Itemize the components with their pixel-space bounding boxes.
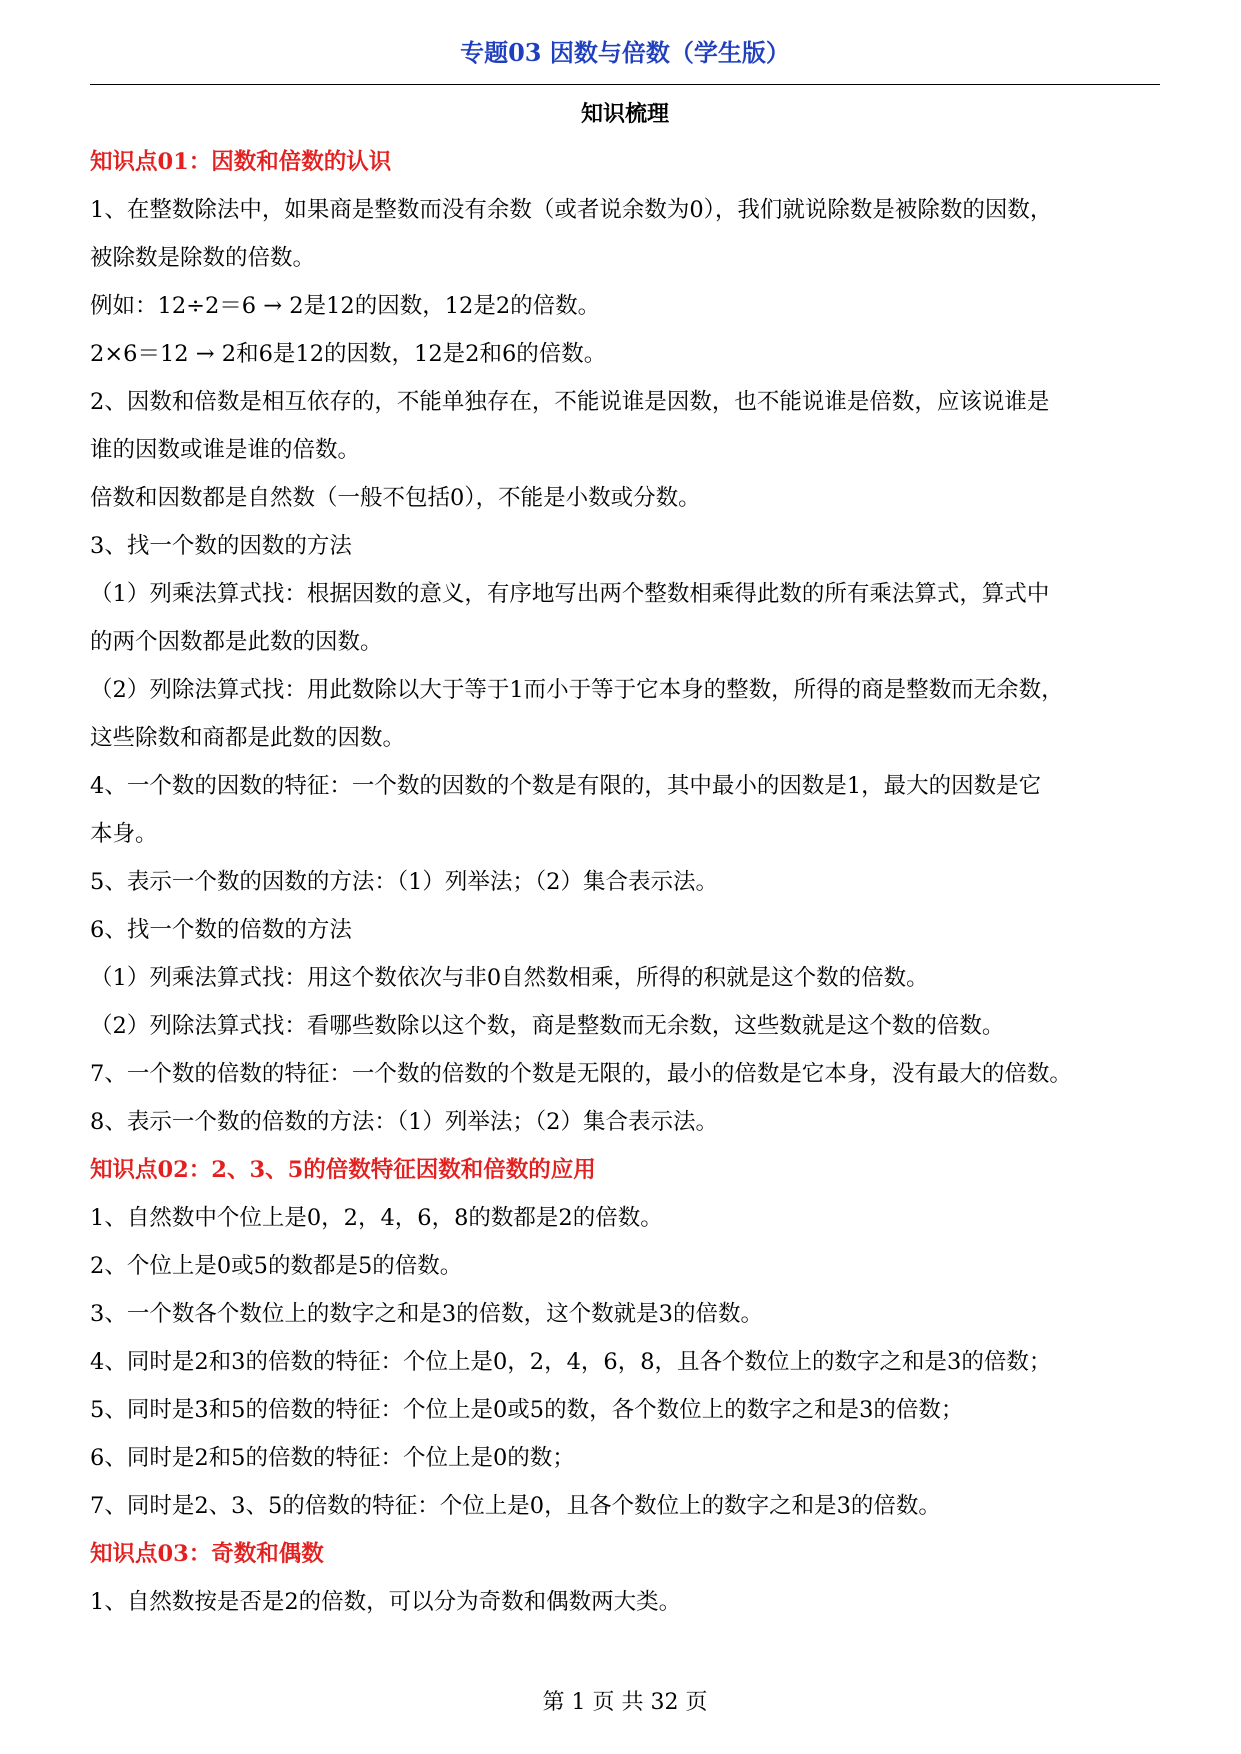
text-line: 被除数是除数的倍数。 — [90, 245, 316, 271]
knowledge-point-01-title: 知识点01：因数和倍数的认识 — [90, 149, 392, 175]
kp1-paragraph-6: 6、找一个数的倍数的方法 — [90, 917, 352, 943]
text-line: 1、在整数除法中，如果商是整数而没有余数（或者说余数为0），我们就说除数是被除数的因数， — [90, 197, 1053, 223]
page-number-footer: 第 1 页 共 32 页 — [542, 1690, 708, 1715]
kp1-paragraph-3: 3、找一个数的因数的方法 — [90, 533, 352, 559]
text-line: 的两个因数都是此数的因数。 — [90, 629, 383, 655]
kp2-item: 7、同时是2、3、5的倍数的特征：个位上是0，且各个数位上的数字之和是3的倍数。 — [90, 1493, 941, 1519]
text-line: 2、因数和倍数是相互依存的，不能单独存在，不能说谁是因数，也不能说谁是倍数，应该说谁是 — [90, 389, 1050, 415]
kp1-paragraph-3-2 — [90, 674, 1160, 754]
document-page — [90, 0, 1160, 1754]
header-divider — [90, 84, 1160, 85]
kp2-item: 2、个位上是0或5的数都是5的倍数。 — [90, 1253, 463, 1279]
kp1-paragraph-7: 7、一个数的倍数的特征：一个数的倍数的个数是无限的，最小的倍数是它本身，没有最大的倍数。 — [90, 1061, 1072, 1087]
kp1-paragraph-1 — [90, 194, 1160, 274]
kp1-example-1: 例如：12÷2＝6 → 2是12的因数，12是2的倍数。 — [90, 293, 601, 319]
kp1-paragraph-8: 8、表示一个数的倍数的方法：（1）列举法；（2）集合表示法。 — [90, 1109, 718, 1135]
kp3-item: 1、自然数按是否是2的倍数，可以分为奇数和偶数两大类。 — [90, 1589, 682, 1615]
kp1-paragraph-6-2: （2）列除法算式找：看哪些数除以这个数，商是整数而无余数，这些数就是这个数的倍数。 — [90, 1013, 1005, 1039]
document-header-title: 专题03 因数与倍数（学生版） — [460, 38, 790, 67]
text-line: 这些除数和商都是此数的因数。 — [90, 725, 406, 751]
text-line: 倍数和因数都是自然数（一般不包括0），不能是小数或分数。 — [90, 485, 701, 511]
kp2-item: 5、同时是3和5的倍数的特征：个位上是0或5的数，各个数位上的数字之和是3的倍数； — [90, 1397, 964, 1423]
text-line: 4、一个数的因数的特征：一个数的因数的个数是有限的，其中最小的因数是1，最大的因数是它 — [90, 773, 1042, 799]
kp1-paragraph-2 — [90, 386, 1160, 514]
kp1-paragraph-3-1 — [90, 578, 1160, 658]
text-line: 谁的因数或谁是谁的倍数。 — [90, 437, 361, 463]
kp1-example-2: 2×6＝12 → 2和6是12的因数，12是2和6的倍数。 — [90, 341, 607, 367]
text-line: 本身。 — [90, 821, 158, 847]
knowledge-point-02-title: 知识点02：2、3、5的倍数特征因数和倍数的应用 — [90, 1157, 596, 1183]
kp1-paragraph-5: 5、表示一个数的因数的方法：（1）列举法；（2）集合表示法。 — [90, 869, 718, 895]
kp1-paragraph-4 — [90, 770, 1160, 850]
text-line: （1）列乘法算式找：根据因数的意义，有序地写出两个整数相乘得此数的所有乘法算式，算式中 — [90, 581, 1050, 607]
section-title: 知识梳理 — [580, 101, 669, 127]
kp2-item: 4、同时是2和3的倍数的特征：个位上是0，2，4，6，8，且各个数位上的数字之和是3的倍数； — [90, 1349, 1052, 1375]
document-body — [90, 98, 1160, 1634]
knowledge-point-03-title: 知识点03：奇数和偶数 — [90, 1541, 324, 1567]
kp1-paragraph-6-1: （1）列乘法算式找：用这个数依次与非0自然数相乘，所得的积就是这个数的倍数。 — [90, 965, 929, 991]
kp2-item: 1、自然数中个位上是0，2，4，6，8的数都是2的倍数。 — [90, 1205, 663, 1231]
kp2-item: 6、同时是2和5的倍数的特征：个位上是0的数； — [90, 1445, 575, 1471]
text-line: （2）列除法算式找：用此数除以大于等于1而小于等于它本身的整数，所得的商是整数而无余数， — [90, 677, 1064, 703]
kp2-item: 3、一个数各个数位上的数字之和是3的倍数，这个数就是3的倍数。 — [90, 1301, 763, 1327]
